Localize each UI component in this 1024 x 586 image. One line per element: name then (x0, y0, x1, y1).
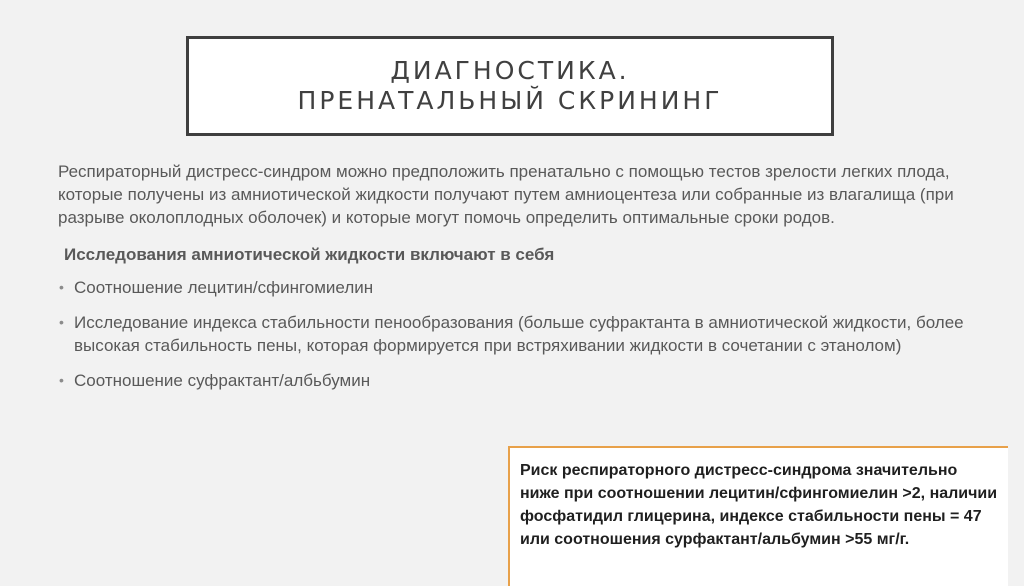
slide-content (57, 160, 967, 404)
bullet-item (57, 276, 967, 299)
bullet-item (57, 369, 967, 392)
bullet-text: Исследование индекса стабильности пенообразования (больше суфрактанта в амниотической жидкости, более высокая стабильность пены, которая формируется при встряхивании жидкости в сочетании с этанолом) (74, 313, 964, 355)
bullet-icon: • (59, 314, 64, 330)
intro-paragraph: Респираторный дистресс-синдром можно предположить пренатально с помощью тестов зрелости легких плода, которые получены из амниотической жидкости получают путем амниоцентеза или собранные из влагалища (при разрыве околоплодных оболочек) и которые могут помочь определить оптимальные сроки родов. (58, 162, 954, 227)
bullet-text: Соотношение суфрактант/албьбумин (74, 371, 371, 390)
title-box (186, 36, 834, 136)
bullet-icon: • (59, 279, 64, 295)
bullet-icon: • (59, 372, 64, 388)
bullet-text: Соотношение лецитин/сфингомиелин (74, 278, 374, 297)
bullet-item (57, 311, 967, 357)
bullet-list (57, 276, 967, 392)
note-text: Риск респираторного дистресс-синдрома значительно ниже при соотношении лецитин/сфингомиелин >2, наличии фосфатидил глицерина, индексе стабильности пены = 47 или соотношения сурфактант/альбумин >55 мг/г. (520, 462, 998, 548)
slide-title-line-1: ДИАГНОСТИКА. (390, 56, 630, 85)
list-header: Исследования амниотической жидкости включают в себя (64, 245, 555, 264)
note-box (508, 446, 1008, 586)
slide-title-line-2: ПРЕНАТАЛЬНЫЙ СКРИНИНГ (297, 86, 723, 115)
